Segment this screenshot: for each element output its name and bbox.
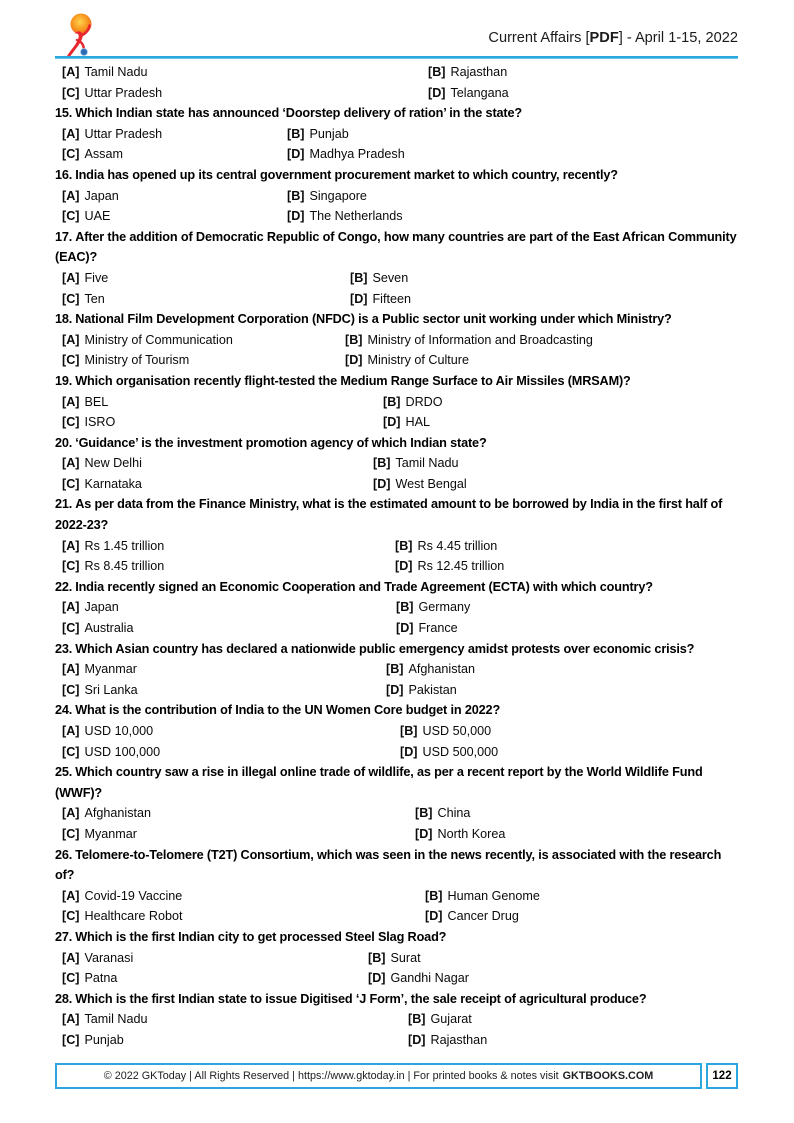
option-marker: [A] — [62, 888, 80, 903]
footer-brand: GKTBOOKS.COM — [562, 1070, 654, 1082]
options-row — [55, 1030, 739, 1051]
option-marker: [D] — [383, 415, 401, 430]
option-marker: [B] — [400, 724, 418, 738]
question-text — [55, 927, 739, 948]
globe-icon — [81, 49, 88, 56]
question-text — [55, 494, 739, 535]
option-marker: [A] — [62, 456, 80, 471]
option-d — [395, 556, 504, 577]
option-b — [386, 659, 475, 680]
options-row — [55, 556, 739, 577]
options-row — [55, 330, 739, 351]
option-d — [287, 144, 405, 165]
options-row — [55, 536, 739, 557]
option-text: Rajasthan — [430, 1032, 488, 1047]
question-number: 18. — [55, 312, 73, 327]
options-row — [55, 948, 739, 969]
option-text: USD 50,000 — [422, 724, 492, 738]
option-text: Human Genome — [447, 888, 540, 903]
question-text — [55, 845, 739, 886]
option-marker: [A] — [62, 270, 80, 285]
option-marker: [A] — [62, 806, 80, 821]
option-text: Japan — [84, 600, 119, 615]
option-b — [425, 886, 540, 907]
page-number: 122 — [706, 1063, 738, 1089]
option-a — [62, 886, 182, 907]
question-number: 15. — [55, 106, 73, 121]
questions-area — [55, 62, 739, 1051]
question-body: National Film Development Corporation (NFDC) is a Public sector unit working under which Ministry? — [75, 312, 672, 327]
options-row — [55, 886, 739, 907]
option-text: Punjab — [309, 126, 349, 141]
option-marker: [C] — [62, 85, 80, 100]
option-marker: [D] — [408, 1032, 426, 1047]
option-marker: [D] — [287, 209, 305, 224]
question-text — [55, 371, 739, 392]
option-marker: [B] — [386, 662, 404, 677]
options-row — [55, 62, 739, 83]
option-c — [62, 289, 105, 310]
option-text: Ministry of Culture — [367, 353, 469, 368]
options-row — [55, 968, 739, 989]
option-text: New Delhi — [84, 456, 142, 471]
question-body: India has opened up its central government procurement market to which country, recently? — [75, 167, 618, 182]
option-marker: [A] — [62, 394, 80, 409]
option-marker: [B] — [428, 65, 446, 79]
option-marker: [A] — [62, 188, 80, 203]
option-b — [383, 392, 443, 413]
option-marker: [C] — [62, 209, 80, 224]
option-text: Cancer Drug — [447, 909, 519, 924]
option-text: North Korea — [437, 826, 506, 841]
option-b — [287, 186, 367, 207]
option-d — [396, 618, 458, 639]
question-text — [55, 639, 739, 660]
option-b — [345, 330, 593, 351]
option-d — [345, 350, 469, 371]
option-text: Telangana — [450, 85, 509, 100]
question-number: 20. — [55, 435, 73, 450]
option-a — [62, 62, 147, 83]
header-divider — [55, 56, 738, 59]
option-text: Madhya Pradesh — [309, 147, 405, 162]
option-marker: [D] — [287, 147, 305, 162]
option-a — [62, 186, 119, 207]
question-body: ‘Guidance’ is the investment promotion agency of which Indian state? — [75, 435, 487, 450]
option-marker: [B] — [287, 126, 305, 141]
gktoday-logo-icon — [57, 11, 99, 58]
question-text — [55, 309, 739, 330]
option-text: Germany — [418, 600, 471, 615]
question-number: 17. — [55, 229, 73, 244]
question-text — [55, 989, 739, 1010]
question-text — [55, 762, 739, 803]
question-number: 21. — [55, 497, 73, 512]
option-marker: [B] — [368, 950, 386, 965]
option-text: Uttar Pradesh — [84, 126, 163, 141]
option-text: UAE — [84, 209, 111, 224]
option-c — [62, 412, 115, 433]
option-text: Surat — [390, 950, 421, 965]
option-text: Assam — [84, 147, 123, 162]
option-text: Seven — [372, 270, 409, 285]
option-c — [62, 1030, 124, 1051]
option-text: Ministry of Information and Broadcasting — [367, 332, 593, 347]
option-text: Ten — [84, 291, 105, 306]
header-title-prefix: Current Affairs [ — [488, 30, 590, 46]
option-c — [62, 206, 110, 227]
option-marker: [C] — [62, 682, 80, 697]
option-marker: [A] — [62, 332, 80, 347]
question-text — [55, 700, 739, 721]
option-text: HAL — [405, 415, 430, 430]
option-marker: [C] — [62, 971, 80, 986]
option-text: DRDO — [405, 394, 443, 409]
option-text: BEL — [84, 394, 109, 409]
option-d — [428, 83, 509, 104]
option-b — [428, 62, 507, 83]
option-a — [62, 536, 164, 557]
option-a — [62, 721, 153, 742]
option-marker: [B] — [415, 806, 433, 821]
option-text: Tamil Nadu — [84, 65, 148, 79]
options-row — [55, 618, 739, 639]
option-b — [368, 948, 421, 969]
options-row — [55, 680, 739, 701]
options-row — [55, 824, 739, 845]
option-d — [425, 906, 519, 927]
options-row — [55, 412, 739, 433]
option-c — [62, 618, 133, 639]
option-d — [287, 206, 403, 227]
footer-copyright-text: © 2022 GKToday | All Rights Reserved | https://www.gktoday.in | For printed books & notes visit — [103, 1070, 559, 1082]
option-text: USD 500,000 — [422, 744, 499, 759]
question-number: 26. — [55, 847, 73, 862]
option-text: Rs 1.45 trillion — [84, 538, 165, 553]
option-a — [62, 659, 137, 680]
options-row — [55, 1009, 739, 1030]
option-text: Japan — [84, 188, 119, 203]
option-b — [415, 803, 470, 824]
option-text: Gujarat — [430, 1012, 472, 1027]
option-text: Ministry of Communication — [84, 332, 233, 347]
option-text: Rs 4.45 trillion — [417, 538, 498, 553]
option-a — [62, 597, 119, 618]
option-marker: [A] — [62, 1012, 80, 1027]
option-text: West Bengal — [395, 476, 467, 491]
option-marker: [C] — [62, 353, 80, 368]
option-marker: [C] — [62, 291, 80, 306]
option-d — [415, 824, 505, 845]
option-c — [62, 906, 183, 927]
option-text: France — [418, 621, 458, 636]
question-number: 27. — [55, 929, 73, 944]
option-marker: [D] — [428, 85, 446, 100]
option-marker: [A] — [62, 662, 80, 677]
question-number: 23. — [55, 641, 73, 656]
option-b — [287, 124, 349, 145]
option-marker: [C] — [62, 826, 80, 841]
option-text: China — [437, 806, 471, 821]
options-row — [55, 721, 739, 742]
option-marker: [B] — [425, 888, 443, 903]
question-body: Which organisation recently flight-tested the Medium Range Surface to Air Missiles (MRSAM)? — [75, 373, 631, 388]
option-marker: [B] — [373, 456, 391, 471]
option-c — [62, 742, 160, 763]
option-text: Uttar Pradesh — [84, 85, 163, 100]
header-title — [488, 30, 738, 46]
option-a — [62, 1009, 147, 1030]
option-b — [350, 268, 408, 289]
option-text: The Netherlands — [309, 209, 403, 224]
options-row — [55, 392, 739, 413]
option-text: Rs 8.45 trillion — [84, 559, 165, 574]
question-body: As per data from the Finance Ministry, what is the estimated amount to be borrowed by India in the first half of 2022-23? — [55, 497, 723, 533]
question-text — [55, 577, 739, 598]
option-d — [400, 742, 498, 763]
option-a — [62, 453, 142, 474]
option-b — [395, 536, 497, 557]
option-d — [373, 474, 467, 495]
option-marker: [B] — [408, 1012, 426, 1027]
option-marker: [A] — [62, 65, 80, 79]
option-marker: [D] — [395, 559, 413, 574]
option-c — [62, 83, 162, 104]
options-row — [55, 206, 739, 227]
option-text: Pakistan — [408, 682, 457, 697]
header-title-suffix: ] - April 1-15, 2022 — [618, 30, 738, 46]
option-a — [62, 948, 133, 969]
option-d — [408, 1030, 487, 1051]
option-marker: [B] — [345, 332, 363, 347]
option-text: Gandhi Nagar — [390, 971, 469, 986]
option-marker: [A] — [62, 600, 80, 615]
question-number: 25. — [55, 765, 73, 780]
question-text — [55, 103, 739, 124]
option-text: Punjab — [84, 1032, 124, 1047]
option-c — [62, 350, 189, 371]
option-c — [62, 556, 164, 577]
question-body: Which Indian state has announced ‘Doorstep delivery of ration’ in the state? — [75, 106, 523, 121]
question-body: Which Asian country has declared a nationwide public emergency amidst protests over economic crisis? — [75, 641, 695, 656]
option-b — [396, 597, 470, 618]
gktoday-logo — [57, 11, 99, 58]
option-text: Ministry of Tourism — [84, 353, 190, 368]
option-text: Covid-19 Vaccine — [84, 888, 183, 903]
option-marker: [D] — [350, 291, 368, 306]
option-marker: [B] — [395, 538, 413, 553]
option-text: Rajasthan — [450, 65, 508, 79]
option-marker: [D] — [425, 909, 443, 924]
option-text: Myanmar — [84, 662, 137, 677]
options-row — [55, 124, 739, 145]
option-marker: [D] — [415, 826, 433, 841]
option-marker: [B] — [287, 188, 305, 203]
options-row — [55, 906, 739, 927]
option-marker: [B] — [383, 394, 401, 409]
option-text: Sri Lanka — [84, 682, 138, 697]
question-text — [55, 227, 739, 268]
option-marker: [A] — [62, 126, 80, 141]
option-text: Afghanistan — [408, 662, 476, 677]
question-number: 19. — [55, 373, 73, 388]
option-a — [62, 803, 151, 824]
option-text: Healthcare Robot — [84, 909, 183, 924]
question-number: 28. — [55, 991, 73, 1006]
option-a — [62, 392, 108, 413]
footer-copyright-bar — [55, 1063, 702, 1089]
option-marker: [C] — [62, 621, 80, 636]
options-row — [55, 453, 739, 474]
option-marker: [C] — [62, 1032, 80, 1047]
option-text: USD 10,000 — [84, 724, 154, 738]
option-marker: [D] — [396, 621, 414, 636]
option-c — [62, 968, 117, 989]
options-row — [55, 350, 739, 371]
option-c — [62, 144, 123, 165]
option-b — [400, 721, 491, 742]
option-text: Rs 12.45 trillion — [417, 559, 505, 574]
option-marker: [B] — [396, 600, 414, 615]
option-a — [62, 124, 162, 145]
option-marker: [C] — [62, 559, 80, 574]
question-number: 24. — [55, 703, 73, 718]
question-body: After the addition of Democratic Republic of Congo, how many countries are part of the East African Community (EAC)? — [55, 229, 737, 265]
option-marker: [A] — [62, 538, 80, 553]
question-body: Which country saw a rise in illegal online trade of wildlife, as per a recent report by the World Wildlife Fund (WWF)? — [55, 765, 703, 800]
options-row — [55, 268, 739, 289]
options-row — [55, 186, 739, 207]
option-b — [373, 453, 458, 474]
option-text: Tamil Nadu — [395, 456, 459, 471]
option-text: ISRO — [84, 415, 116, 430]
option-text: USD 100,000 — [84, 744, 161, 759]
option-text: Fifteen — [372, 291, 411, 306]
option-text: Australia — [84, 621, 134, 636]
question-number: 22. — [55, 579, 73, 594]
question-body: Which is the first Indian state to issue Digitised ‘J Form’, the sale receipt of agricultural produce? — [75, 991, 647, 1006]
option-marker: [D] — [345, 353, 363, 368]
option-text: Karnataka — [84, 476, 142, 491]
question-text — [55, 433, 739, 454]
option-text: Afghanistan — [84, 806, 152, 821]
header-title-bold: PDF — [589, 30, 619, 46]
question-body: Telomere-to-Telomere (T2T) Consortium, which was seen in the news recently, is associated with the research of? — [55, 847, 722, 883]
option-marker: [C] — [62, 415, 80, 430]
question-body: What is the contribution of India to the UN Women Core budget in 2022? — [75, 703, 501, 718]
options-row — [55, 597, 739, 618]
option-marker: [C] — [62, 909, 80, 924]
option-marker: [C] — [62, 476, 80, 491]
option-c — [62, 474, 142, 495]
option-marker: [D] — [386, 682, 404, 697]
option-d — [383, 412, 430, 433]
options-row — [55, 83, 739, 104]
options-row — [55, 144, 739, 165]
option-text: Patna — [84, 971, 118, 986]
options-row — [55, 803, 739, 824]
options-row — [55, 659, 739, 680]
option-d — [350, 289, 411, 310]
option-text: Myanmar — [84, 826, 137, 841]
question-text — [55, 165, 739, 186]
option-marker: [D] — [368, 971, 386, 986]
option-marker: [A] — [62, 724, 80, 738]
option-a — [62, 330, 233, 351]
option-c — [62, 824, 137, 845]
option-b — [408, 1009, 472, 1030]
option-d — [386, 680, 457, 701]
options-row — [55, 742, 739, 763]
option-text: Singapore — [309, 188, 367, 203]
option-marker: [D] — [373, 476, 391, 491]
question-body: Which is the first Indian city to get processed Steel Slag Road? — [75, 929, 447, 944]
options-row — [55, 289, 739, 310]
option-d — [368, 968, 469, 989]
option-text: Five — [84, 270, 109, 285]
option-a — [62, 268, 108, 289]
question-body: India recently signed an Economic Cooperation and Trade Agreement (ECTA) with which country? — [75, 579, 653, 594]
option-text: Varanasi — [84, 950, 134, 965]
option-marker: [C] — [62, 744, 80, 759]
option-c — [62, 680, 138, 701]
option-marker: [B] — [350, 270, 368, 285]
question-number: 16. — [55, 167, 73, 182]
option-marker: [C] — [62, 147, 80, 162]
options-row — [55, 474, 739, 495]
option-text: Tamil Nadu — [84, 1012, 148, 1027]
option-marker: [D] — [400, 744, 418, 759]
option-marker: [A] — [62, 950, 80, 965]
